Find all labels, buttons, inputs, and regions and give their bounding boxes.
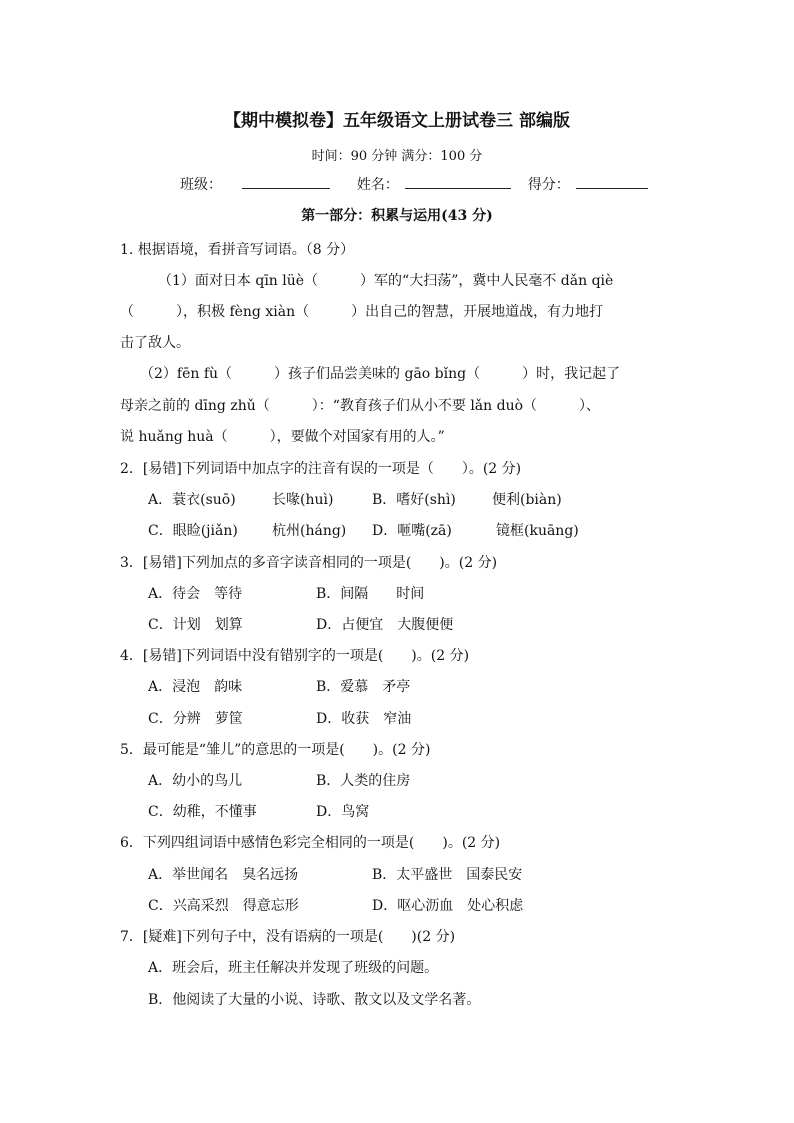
q6-option-b: B．太平盛世 国泰民安 — [372, 867, 523, 883]
q2-stem: 2．[易错]下列词语中加点字的注音有误的一项是（ ）。(2 分) — [120, 461, 522, 477]
q6-option-c: C．兴高采烈 得意忘形 — [148, 898, 299, 914]
q2-option-d1: D．咂嘴(zā) — [372, 523, 452, 539]
q5-stem: 5．最可能是“雏儿”的意思的一项是( )。(2 分) — [120, 742, 431, 758]
exam-meta: 时间：90 分钟 满分：100 分 — [311, 149, 483, 164]
class-label: 班级： — [180, 177, 222, 193]
q5-option-c: C．幼稚，不懂事 — [148, 804, 257, 820]
q4-option-d: D．收获 窄油 — [316, 711, 412, 727]
q4-option-b: B．爱慕 矛亭 — [316, 679, 411, 695]
q2-option-a1: A．蓑衣(suō) — [148, 492, 236, 508]
q1-p1-line3: 击了敌人。 — [120, 335, 190, 351]
name-blank[interactable] — [405, 174, 511, 189]
q1-p1-line1: （1）面对日本 qīn lüè（ ）军的“大扫荡”，冀中人民毫不 dǎn qiè — [158, 273, 614, 289]
q6-stem: 6．下列四组词语中感情色彩完全相同的一项是( )。(2 分) — [120, 835, 501, 851]
q4-option-c: C．分辨 萝筐 — [148, 711, 243, 727]
q2-option-b2: 便利(biàn) — [492, 492, 562, 508]
class-blank[interactable] — [242, 174, 330, 189]
section-heading: 第一部分：积累与运用(43 分) — [301, 208, 493, 224]
q4-stem: 4．[易错]下列词语中没有错别字的一项是( )。(2 分) — [120, 648, 470, 664]
page-title: 【期中模拟卷】五年级语文上册试卷三 部编版 — [224, 111, 570, 131]
q3-option-d: D．占便宜 大腹便便 — [316, 617, 454, 633]
q5-option-d: D．鸟窝 — [316, 804, 370, 820]
q2-option-b1: B．嗜好(shì) — [372, 492, 456, 508]
name-label: 姓名： — [356, 177, 399, 193]
q7-option-a: A．班会后，班主任解决并发现了班级的问题。 — [148, 960, 439, 976]
score-blank[interactable] — [576, 174, 648, 189]
q1-p2-line1: （2）fēn fù（ ）孩子们品尝美味的 gāo bǐng（ ）时，我记起了 — [140, 366, 621, 382]
student-info-row — [180, 174, 648, 194]
q5-option-b: B．人类的住房 — [316, 773, 411, 789]
q5-option-a: A．幼小的鸟儿 — [148, 773, 243, 789]
q2-option-a2: 长喙(huì) — [272, 492, 334, 508]
q2-option-c2: 杭州(háng) — [272, 523, 347, 539]
q3-option-b: B．间隔 时间 — [316, 586, 425, 602]
q1-stem: 1. 根据语境，看拼音写词语。（8 分） — [120, 242, 355, 258]
q7-stem: 7．[疑难]下列句子中，没有语病的一项是( )(2 分) — [120, 929, 456, 945]
q1-p2-line2: 母亲之前的 dīng zhǔ（ ）：“教育孩子们从小不要 lǎn duò（ ）、 — [120, 398, 601, 414]
q4-option-a: A．浸泡 韵味 — [148, 679, 243, 695]
q6-option-a: A．举世闻名 臭名远扬 — [148, 867, 299, 883]
q2-option-d2: 镜框(kuāng) — [496, 523, 579, 539]
score-label: 得分： — [527, 177, 570, 193]
q3-option-a: A．待会 等待 — [148, 586, 243, 602]
q1-p2-line3: 说 huǎng huà（ ），要做个对国家有用的人。” — [120, 429, 445, 445]
q3-stem: 3．[易错]下列加点的多音字读音相同的一项是( )。(2 分) — [120, 555, 498, 571]
q3-option-c: C．计划 划算 — [148, 617, 243, 633]
q2-option-c1: C．眼睑(jiǎn) — [148, 523, 238, 539]
q6-option-d: D．呕心沥血 处心积虑 — [372, 898, 524, 914]
q1-p1-line2: （ ），积极 fèng xiàn（ ）出自己的智慧，开展地道战，有力地打 — [120, 304, 604, 320]
q7-option-b: B．他阅读了大量的小说、诗歌、散文以及文学名著。 — [148, 992, 481, 1008]
